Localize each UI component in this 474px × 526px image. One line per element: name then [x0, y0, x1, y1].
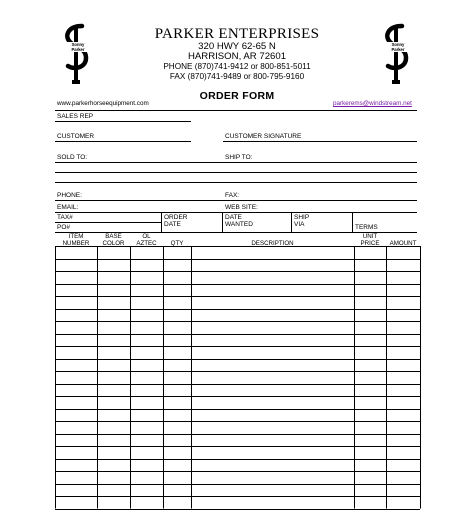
- ship-to-label: SHIP TO:: [225, 154, 253, 161]
- po-label: PO#: [57, 224, 71, 231]
- customer-field[interactable]: [55, 141, 191, 142]
- phone-label: PHONE:: [57, 192, 82, 199]
- tax-label: TAX#: [57, 214, 73, 221]
- order-divider: [222, 212, 223, 232]
- sales-rep-field[interactable]: [55, 121, 191, 122]
- right-logo-text: Sonny Parker: [383, 42, 413, 52]
- base-color-header: BASE COLOR: [102, 233, 125, 247]
- address-line-1[interactable]: [55, 162, 417, 163]
- company-city: HARRISON, AR 72601: [187, 51, 287, 62]
- description-header: DESCRIPTION: [251, 240, 294, 247]
- website-link[interactable]: www.parkerhorseequipment.com: [57, 100, 149, 107]
- company-street: 320 HWY 62-65 N: [198, 41, 276, 52]
- item-number-header: ITEM NUMBER: [62, 233, 90, 247]
- email-link[interactable]: parkerems@windstream.net: [333, 100, 412, 107]
- order-divider: [352, 212, 353, 232]
- email-web-field[interactable]: [55, 212, 417, 213]
- order-date-label: ORDER DATE: [164, 214, 188, 228]
- company-fax: FAX (870)741-9489 or 800-795-9160: [169, 72, 305, 81]
- customer-signature-field[interactable]: [223, 141, 417, 142]
- form-title: ORDER FORM: [199, 90, 275, 102]
- sales-rep-label: SALES REP: [57, 113, 94, 120]
- fax-label: FAX:: [225, 192, 240, 199]
- address-line-2[interactable]: [55, 172, 417, 173]
- company-phone: PHONE (870)741-9412 or 800-851-5011: [163, 62, 311, 71]
- tax-field[interactable]: [55, 222, 161, 223]
- phone-fax-field[interactable]: [55, 200, 417, 201]
- order-items-table[interactable]: [55, 246, 421, 512]
- date-wanted-label: DATE WANTED: [225, 214, 253, 228]
- email-label: EMAIL:: [57, 204, 79, 211]
- customer-signature-label: CUSTOMER SIGNATURE: [225, 133, 302, 140]
- company-name: PARKER ENTERPRISES: [154, 26, 320, 42]
- sold-to-label: SOLD TO:: [57, 154, 88, 161]
- order-divider: [161, 212, 162, 232]
- customer-label: CUSTOMER: [57, 133, 95, 140]
- unit-price-header: UNIT PRICE: [360, 233, 380, 247]
- header-rule: [55, 110, 417, 111]
- qty-header: QTY: [170, 240, 184, 247]
- order-divider: [291, 212, 292, 232]
- ship-via-label: SHIP VIA: [294, 214, 310, 228]
- amount-header: AMOUNT: [389, 240, 417, 247]
- left-logo-text: Sonny Parker: [63, 42, 93, 52]
- terms-label: TERMS: [355, 224, 378, 231]
- ol-aztec-header: OL AZTEC: [136, 233, 157, 247]
- web-site-label: WEB SITE:: [225, 204, 258, 211]
- address-line-3[interactable]: [55, 182, 417, 183]
